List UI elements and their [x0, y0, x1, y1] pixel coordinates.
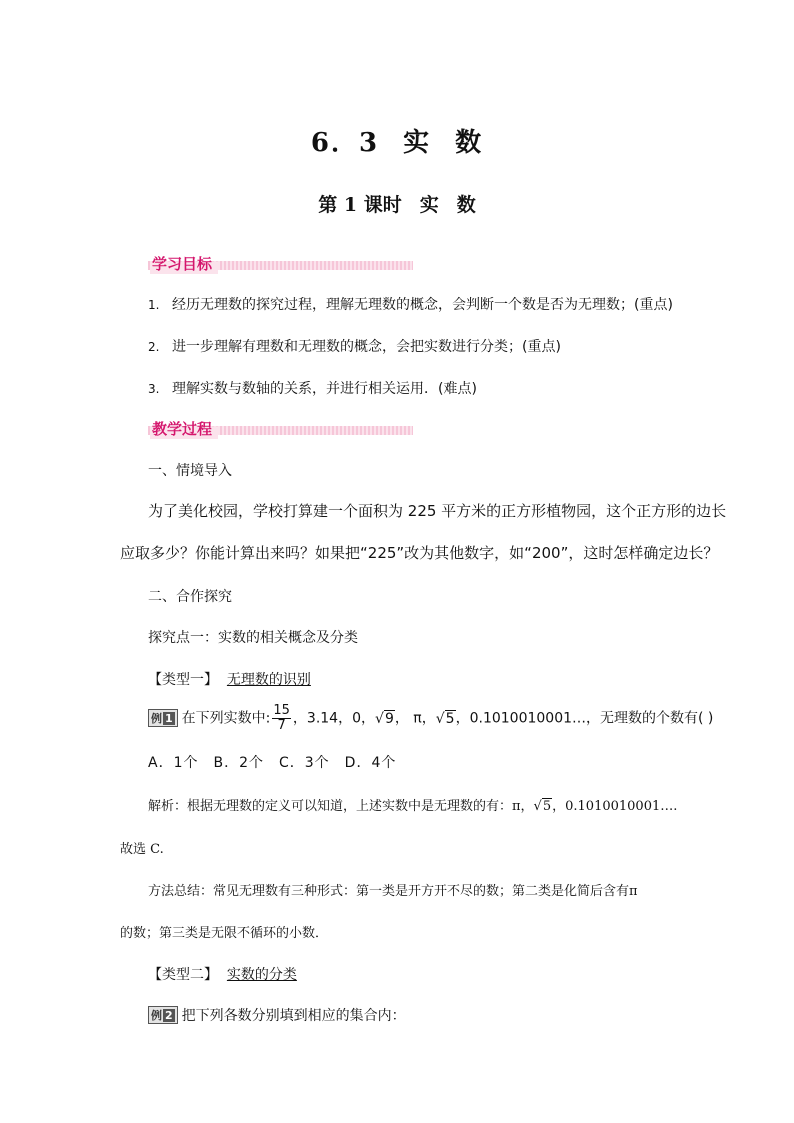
- sqrt: √5: [533, 799, 552, 814]
- process-banner: 教学过程: [148, 418, 413, 440]
- intro-paragraph-line1: 为了美化校园，学校打算建一个面积为 225 平方米的正方形植物园，这个正方形的边长: [148, 502, 727, 520]
- example-badge: 例 1: [148, 709, 178, 727]
- type2-heading: 【类型二】 实数的分类: [148, 967, 297, 983]
- intro-paragraph-line2: 应取多少？你能计算出来吗？如果把“225”改为其他数字，如“200”，这时怎样确定边长？: [120, 544, 719, 562]
- analysis-line1: 解析：根据无理数的定义可以知道，上述实数中是无理数的有：π，√5，0.1010010001….: [148, 799, 678, 814]
- sqrt: √9: [375, 710, 394, 727]
- page-title: 6．3 实 数: [310, 128, 484, 158]
- objective-item-2: 2. 进一步理解有理数和无理数的概念，会把实数进行分类；(重点): [148, 339, 561, 355]
- explore-point-1: 探究点一：实数的相关概念及分类: [148, 630, 358, 646]
- type1-heading: 【类型一】 无理数的识别: [148, 672, 311, 688]
- example-2: 例 2 把下列各数分别填到相应的集合内：: [148, 1005, 406, 1025]
- section-heading-intro: 一、情境导入: [148, 463, 232, 479]
- example-1-options: A．1个 B．2个 C．3个 D．4个: [148, 755, 397, 771]
- sqrt: √5: [435, 710, 455, 727]
- objective-item-1: 1. 经历无理数的探究过程，理解无理数的概念，会判断一个数是否为无理数；(重点): [148, 297, 673, 313]
- fraction: $\frac{15}{7}$: [273, 703, 290, 733]
- summary-line2: 的数；第三类是无限不循环的小数．: [120, 926, 329, 941]
- objectives-banner: 学习目标: [148, 253, 413, 275]
- analysis-line2: 故选 C.: [120, 842, 164, 857]
- lesson-subtitle: 第 1 课时 实 数: [318, 194, 476, 216]
- example-badge: 例 2: [148, 1006, 178, 1024]
- example-1: 例 1 在下列实数中: $\frac{15}{7}$ ，3.14，0，√9， π，√5，0.1010010001…，无理数的个数有( ): [148, 704, 713, 733]
- objective-item-3: 3. 理解实数与数轴的关系，并进行相关运用．(难点): [148, 381, 477, 397]
- section-heading-explore: 二、合作探究: [148, 589, 232, 605]
- summary-line1: 方法总结：常见无理数有三种形式：第一类是开方开不尽的数；第二类是化简后含有π: [148, 884, 638, 899]
